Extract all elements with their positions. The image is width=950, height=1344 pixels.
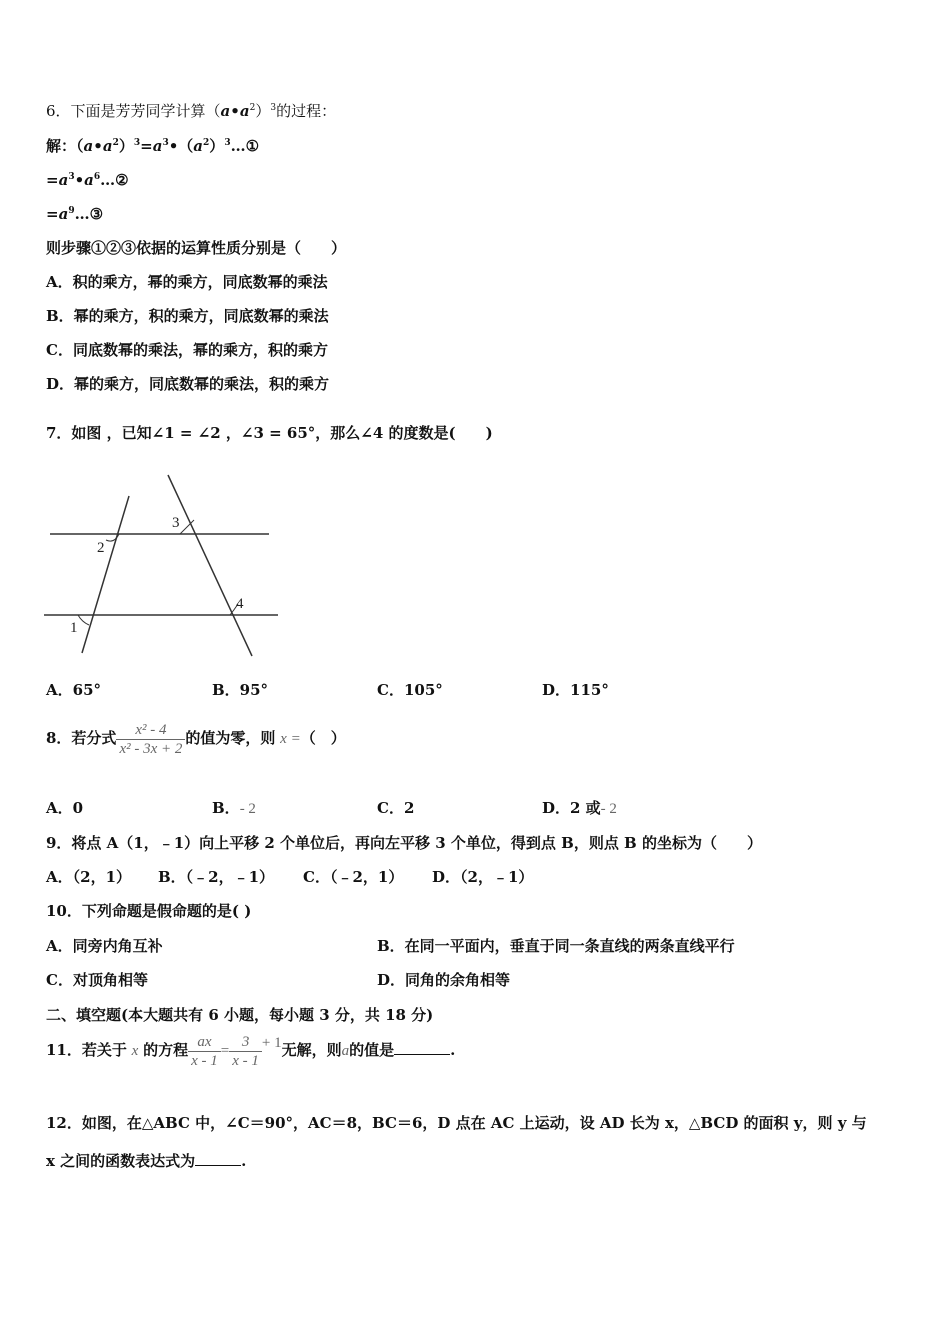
q11-fraction-right: $\frac{3}{x - 1}$ [229, 1033, 262, 1070]
q8-stem: 8．若分式 $\frac{\text{x² - 4}}{\text{x² - 3x + 2}}$ 的值为零，则 x =（ ） [46, 721, 346, 757]
q7-option-d: D．115° [542, 681, 609, 699]
q10-option-c: C．对顶角相等 [46, 971, 148, 989]
q10-option-b: B．在同一平面内，垂直于同一条直线的两条直线平行 [377, 937, 735, 955]
q8-fraction: $\frac{\text{x² - 4}}{\text{x² - 3x + 2}}$ [116, 721, 185, 758]
q6-option-d: D．幂的乘方，同底数幂的乘法，积的乘方 [46, 375, 330, 393]
q10-stem: 10．下列命题是假命题的是( ) [46, 902, 252, 920]
q9-option-c: C．（﹣2，1） [303, 868, 404, 886]
q6-option-b: B．幂的乘方，积的乘方，同底数幂的乘法 [46, 307, 329, 325]
q6-stem: 6．下面是芳芳同学计算$(a•a^2)^3$的过程： [46, 102, 337, 120]
q9-stem: 9．将点 A（1，﹣1）向上平移 2 个单位后，再向左平移 3 个单位，得到点 B，则点 B 的坐标为（ ） [46, 834, 762, 852]
q6-question: 则步骤①②③依据的运算性质分别是（ ） [46, 239, 347, 257]
left-transversal [82, 496, 129, 653]
q11-answer-blank [394, 1040, 450, 1055]
q11-fraction-left: $\frac{ax}{x - 1}$ [188, 1033, 221, 1070]
q12-line-2: x 之间的函数表达式为 . [46, 1152, 247, 1170]
angle-label-2: 2 [97, 540, 105, 556]
right-transversal [168, 475, 252, 656]
q8-option-a: A．0 [46, 799, 84, 817]
q8-option-d: D．2 或- 2 [542, 799, 617, 817]
q6-step-3: $=a^9\dots ③$ [46, 205, 104, 223]
q9-option-b: B．（﹣2，﹣1） [158, 868, 275, 886]
q6-option-c: C．同底数幂的乘法，幂的乘方，积的乘方 [46, 341, 328, 359]
angle-label-3: 3 [172, 515, 180, 531]
q9-option-d: D．（2，﹣1） [432, 868, 534, 886]
q7-figure [40, 470, 285, 660]
section-2-title: 二、填空题(本大题共有 6 小题，每小题 3 分，共 18 分) [46, 1006, 434, 1024]
q6-step-1: 解：$(a•a^2)^3=a^3•(a^2)^3\dots ①$ [46, 137, 260, 155]
q7-option-b: B．95° [212, 681, 269, 699]
angle-arc-1 [78, 615, 89, 625]
q7-stem: 7．如图 ，已知∠1 = ∠2 ，∠3 = 65°，那么∠4 的度数是( ) [46, 424, 493, 442]
q12-answer-blank [195, 1151, 241, 1166]
q10-option-d: D．同角的余角相等 [377, 971, 511, 989]
q7-option-a: A．65° [46, 681, 102, 699]
q6-option-a: A．积的乘方，幂的乘方，同底数幂的乘法 [46, 273, 328, 291]
q9-option-a: A．（2，1） [46, 868, 132, 886]
q6-step-2: $=a^3•a^6\dots ②$ [46, 171, 129, 189]
angle-label-4: 4 [236, 596, 244, 612]
q11-stem: 11．若关于 x 的方程 $\frac{ax}{x - 1}$ = $\frac{3}{x - 1}$ + 1无解，则a的值是 . [46, 1033, 456, 1069]
q7-option-c: C．105° [377, 681, 443, 699]
q8-option-c: C．2 [377, 799, 415, 817]
angle-label-1: 1 [70, 620, 78, 636]
q12-line-1: 12．如图，在△ABC 中，∠C＝90°，AC＝8，BC＝6，D 点在 AC 上运动，设 AD 长为 x，△BCD 的面积 y，则 y 与 [46, 1114, 867, 1132]
q8-option-b: B．- 2 [212, 799, 256, 817]
q10-option-a: A．同旁内角互补 [46, 937, 163, 955]
